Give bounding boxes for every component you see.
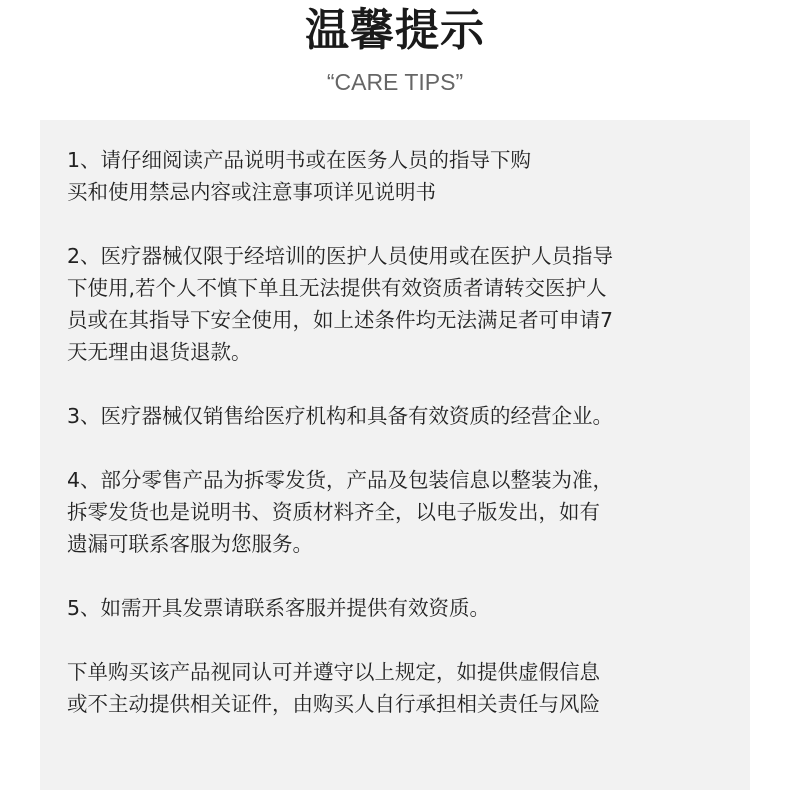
tip-5 [67,592,719,624]
tip-line: 2、医疗器械仅限于经培训的医护人员使用或在医护人员指导 [67,244,614,268]
tip-6 [67,656,719,720]
tip-line: 3、医疗器械仅销售给医疗机构和具备有效资质的经营企业。 [67,404,614,428]
tip-line: 1、请仔细阅读产品说明书或在医务人员的指导下购 [67,148,532,172]
tip-1 [67,144,719,208]
tip-line: 买和使用禁忌内容或注意事项详见说明书 [67,180,436,204]
tip-3 [67,400,719,432]
tips-panel [40,120,750,790]
page-title: 温馨提示 [305,5,485,56]
tip-line: 遗漏可联系客服为您服务。 [67,532,313,556]
page-subtitle: “CARE TIPS” [326,69,464,95]
tip-line: 下单购买该产品视同认可并遵守以上规定，如提供虚假信息 [67,660,600,684]
tip-2 [67,240,719,368]
tip-line: 员或在其指导下安全使用，如上述条件均无法满足者可申请7 [67,308,614,332]
tips-content [67,144,719,752]
tip-line: 5、如需开具发票请联系客服并提供有效资质。 [67,596,491,620]
tip-line: 或不主动提供相关证件，由购买人自行承担相关责任与风险 [67,692,600,716]
tip-4 [67,464,719,560]
tip-line: 拆零发货也是说明书、资质材料齐全，以电子版发出，如有 [67,500,600,524]
tip-line: 4、部分零售产品为拆零发货，产品及包装信息以整装为准， [67,468,614,492]
tip-line: 天无理由退货退款。 [67,340,252,364]
tip-line: 下使用,若个人不慎下单且无法提供有效资质者请转交医护人 [67,276,607,300]
